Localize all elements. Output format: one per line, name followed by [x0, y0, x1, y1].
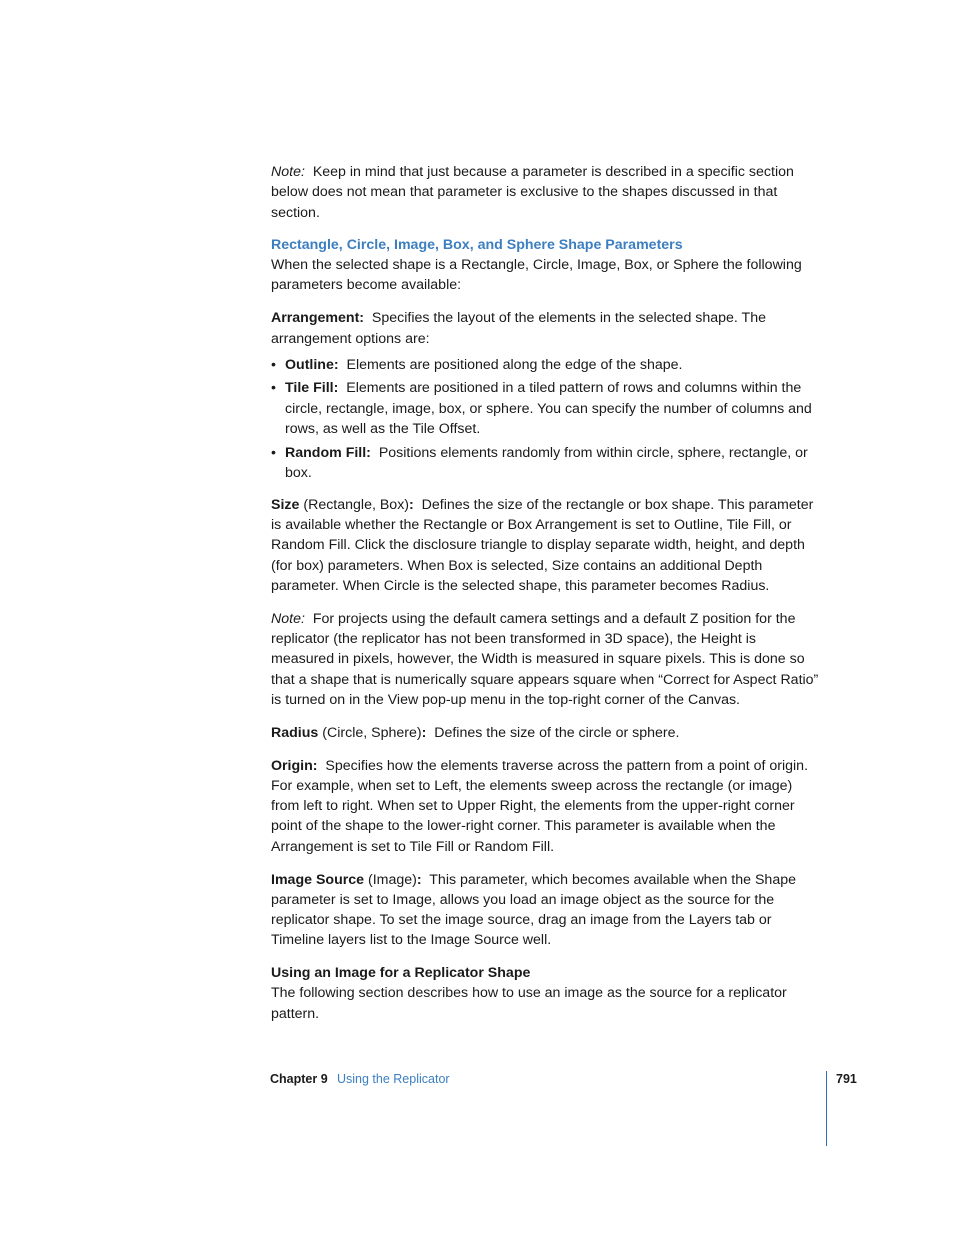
intro-paragraph: When the selected shape is a Rectangle, Circle, Image, Box, or Sphere the following parameters become available: [271, 257, 802, 294]
radius-paragraph [271, 723, 823, 743]
footer-chapter-title: Using the Replicator [337, 1072, 450, 1086]
footer-chapter-label: Chapter 9 [270, 1072, 328, 1086]
page-number: 791 [836, 1072, 857, 1086]
radius-label: Radius [271, 724, 319, 741]
note2-paragraph [271, 609, 823, 710]
size-label: Size [271, 496, 300, 513]
option-label: Random Fill: [285, 444, 371, 461]
list-item-tile-fill [271, 378, 823, 439]
image-source-paragraph [271, 870, 823, 951]
radius-text: Defines the size of the circle or sphere. [434, 724, 680, 741]
subsection-paragraph: The following section describes how to use an image as the source for a replicator pattern. [271, 985, 787, 1022]
bullet-icon: • [271, 444, 276, 461]
image-source-label: Image Source [271, 871, 365, 888]
option-text: Positions elements randomly from within circle, sphere, rectangle, or box. [285, 444, 808, 481]
arrangement-label: Arrangement: [271, 310, 365, 327]
arrangement-options-list [271, 355, 823, 483]
image-source-colon: : [416, 871, 422, 888]
note-text: Keep in mind that just because a parameter is described in a specific section below does not mean that parameter is exclusive to the shapes discussed in that section. [271, 164, 794, 221]
origin-paragraph [271, 756, 823, 857]
arrangement-text: Specifies the layout of the elements in the selected shape. The arrangement options are: [271, 310, 767, 347]
list-item-random-fill [271, 443, 823, 484]
note-label: Note: [271, 164, 305, 180]
image-source-qualifier: (Image) [368, 871, 417, 888]
option-text: Elements are positioned in a tiled pattern of rows and columns within the circle, rectangle, image, box, or sphere. You can specify the number of columns and rows, as well as the Tile Offset. [285, 380, 812, 438]
list-item-outline [271, 355, 823, 375]
size-qualifier: (Rectangle, Box) [303, 496, 410, 513]
note2-text: For projects using the default camera settings and a default Z position for the replicator (the replicator has not been transformed in 3D space), the Height is measured in pixels, however, the Width is measured in square pixels. This is done so that a shape that is numerically square appears square when “Correct for Aspect Ratio” is turned on in the View pop-up menu in the top-right corner of the Canvas. [271, 610, 819, 708]
radius-qualifier: (Circle, Sphere) [322, 724, 422, 741]
size-colon: : [409, 496, 414, 513]
footer-divider [826, 1071, 827, 1146]
size-text: Defines the size of the rectangle or box shape. This parameter is available whether the Rectangle or Box Arrangement is set to Outline, Tile Fill, or Random Fill. Click the disclosure triangle to display separate width, height, and depth (for box) parameters. When Box is selected, Size contains an additional Depth parameter. When Circle is the selected shape, this parameter becomes Radius. [271, 496, 814, 594]
page-content [271, 162, 823, 1024]
option-label: Tile Fill: [285, 380, 339, 397]
radius-colon: : [421, 724, 427, 741]
bullet-icon: • [271, 380, 276, 397]
option-text: Elements are positioned along the edge of the shape. [346, 356, 683, 373]
subsection-heading: Using an Image for a Replicator Shape [271, 965, 531, 982]
section-heading: Rectangle, Circle, Image, Box, and Sphere Shape Parameters [271, 236, 683, 253]
option-label: Outline: [285, 356, 339, 373]
image-source-text: This parameter, which becomes available when the Shape parameter is set to Image, allows you load an image object as the source for the replicator shape. To set the image source, drag an image from the Layers tab or Timeline layers list to the Image Source well. [271, 871, 796, 949]
size-paragraph [271, 495, 823, 596]
arrangement-paragraph [271, 308, 823, 349]
note2-label: Note: [271, 610, 305, 627]
origin-text: Specifies how the elements traverse across the pattern from a point of origin. For example, when set to Left, the elements sweep across the rectangle (or image) from left to right. When set to Upper Right, the elements from the upper-right corner point of the shape to the lower-right corner. This parameter is available when the Arrangement is set to Tile Fill or Random Fill. [271, 757, 809, 855]
origin-label: Origin: [271, 757, 318, 774]
bullet-icon: • [271, 356, 276, 373]
note-paragraph [271, 162, 823, 223]
